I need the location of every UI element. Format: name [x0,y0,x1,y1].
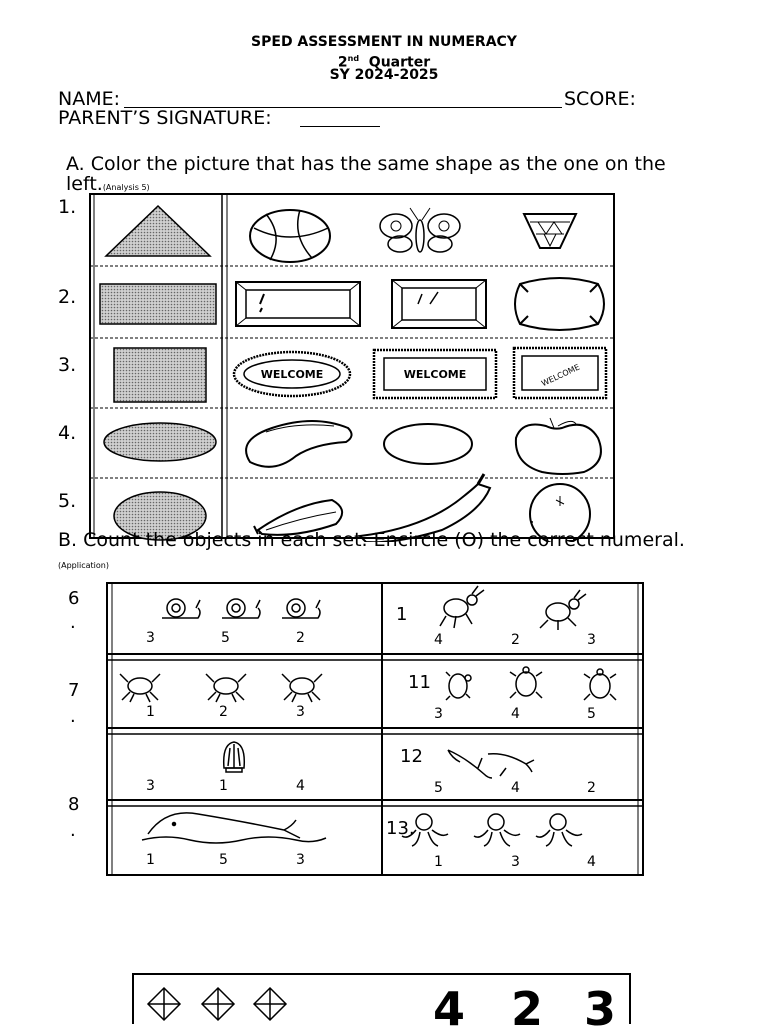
item-number-13: 13. [386,818,415,839]
option[interactable]: 5 [221,630,230,646]
option[interactable]: 3 [434,706,443,722]
octopus-icon [402,814,582,846]
part-a-tag: (Analysis 5) [102,183,150,192]
bug-icon [440,586,586,630]
option[interactable]: 1 [146,704,155,720]
page-title: SPED ASSESSMENT IN NUMERACY [251,34,517,50]
item-number-6-dot: . [70,612,76,633]
item-number-5: 5. [58,490,77,512]
option[interactable]: 3 [296,852,305,868]
option[interactable]: 2 [511,632,520,648]
part-b-instruction [58,529,708,577]
cone-cup-icon [524,214,576,248]
welcome-text-3: WELCOME [540,362,582,389]
welcome-sign-rectangle [374,350,496,398]
option[interactable]: 3 [146,778,155,794]
option[interactable]: 5 [434,780,443,796]
option[interactable]: 1 [146,852,155,868]
apple-icon [516,418,601,474]
counting-table [106,582,646,878]
item-number-7-dot: . [70,706,76,727]
rectangle-shape [100,284,216,324]
kite-icon [148,988,286,1020]
welcome-text-2: WELCOME [403,368,467,381]
item-number-3: 3. [58,354,77,376]
turtle-icon [446,667,616,700]
quarter-word: Quarter [368,54,431,71]
item-number-8-dot: . [70,820,76,841]
welcome-text-1: WELCOME [260,368,324,381]
mango-icon [246,421,351,467]
part-b-instruction-text: B. Count the objects in each set. Encircle (O) the correct numeral. [58,529,685,551]
item-number-1: 1. [58,196,77,218]
snail-icon [162,599,320,618]
option[interactable]: 4 [587,854,596,870]
mirror-icon [392,280,486,328]
welcome-sign-oval [234,352,350,396]
whale-icon [142,813,326,843]
frame-icon [236,282,360,326]
triangle-shape [106,206,210,256]
parent-signature-label: PARENT’S SIGNATURE: [58,107,272,129]
option[interactable]: 5 [219,852,228,868]
item-number-11: 11 [408,672,431,693]
part-a-instruction-text: A. Color the picture that has the same shape as the one on the left. [66,153,666,195]
item-number-6: 6 [68,588,80,609]
kite-option-3[interactable]: 3 [584,982,617,1036]
quarter-number: 2 [337,54,348,71]
item-number-2: 2. [58,286,77,308]
shell-icon [224,742,245,772]
item-number-cell-1: 1 [396,604,408,625]
square-shape [114,348,206,402]
crab-icon [120,674,322,702]
shape-matching-table [86,192,618,542]
score-label: SCORE: [564,88,636,110]
option[interactable]: 4 [296,778,305,794]
part-b-tag: (Application) [58,561,109,570]
option[interactable]: 3 [146,630,155,646]
option[interactable]: 3 [587,632,596,648]
item-number-8: 8 [68,794,80,815]
option[interactable]: 4 [434,632,443,648]
school-year: SY 2024-2025 [329,67,439,83]
pillow-icon [515,278,604,330]
option[interactable]: 1 [219,778,228,794]
welcome-sign-square [514,348,606,398]
name-label: NAME: [58,88,121,110]
dolphin-icon [448,750,534,778]
oval-shape [104,423,216,461]
option[interactable]: 2 [296,630,305,646]
butterfly-icon [380,208,460,252]
item-number-12: 12 [400,746,423,767]
option[interactable]: 3 [296,704,305,720]
option[interactable]: 1 [434,854,443,870]
option[interactable]: 3 [511,854,520,870]
option[interactable]: 2 [587,780,596,796]
egg-icon [384,424,472,464]
option[interactable]: 4 [511,780,520,796]
item-number-7: 7 [68,680,80,701]
option[interactable]: 2 [219,704,228,720]
quarter-suffix: nd [347,54,360,63]
kite-option-2[interactable]: 2 [511,982,544,1036]
signature-field-line[interactable] [300,126,380,127]
kite-counting-box [130,970,634,1024]
option[interactable]: 5 [587,706,596,722]
item-number-4: 4. [58,422,77,444]
kite-option-4[interactable]: 4 [433,982,466,1036]
ball-icon [250,210,330,262]
option[interactable]: 4 [511,706,520,722]
